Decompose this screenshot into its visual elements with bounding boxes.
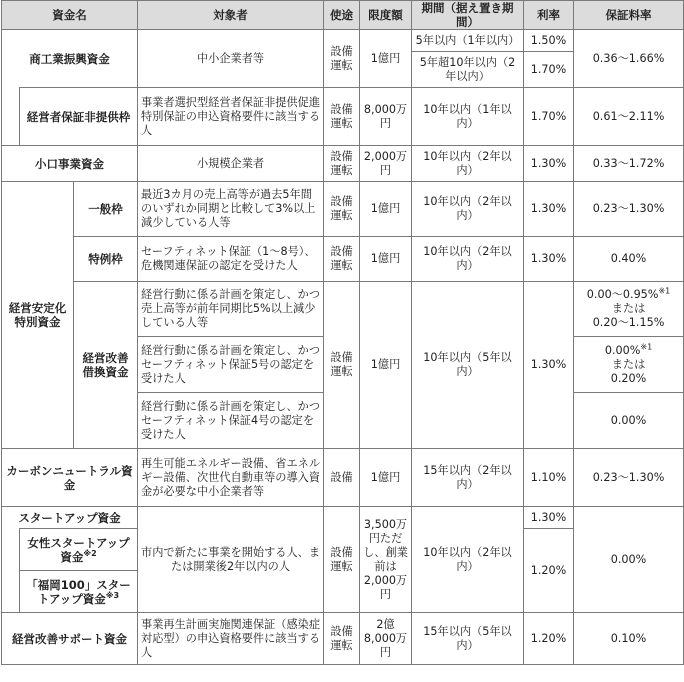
shokibo-name: 小口事業資金 [2, 146, 138, 182]
antei-kaizen-guarantee-3: 0.00% [574, 393, 684, 449]
shoko-period-2: 5年超10年以内（2年以内） [412, 52, 524, 88]
antei-ippan-guarantee: 0.23～1.30% [574, 182, 684, 237]
antei-ippan-limit: 1億円 [360, 182, 412, 237]
carbon-use: 設備 [324, 449, 360, 507]
shoko-rate-1: 1.50% [524, 30, 574, 52]
support-limit: 2億8,000万円 [360, 613, 412, 665]
shoko-target: 中小企業者等 [138, 30, 324, 88]
keieisha-guarantee: 0.61～2.11% [574, 88, 684, 146]
antei-tokurei-rate: 1.30% [524, 237, 574, 282]
antei-kaizen-guarantee-2a: 0.00% [604, 343, 641, 357]
keieisha-period: 10年以内（1年以内） [412, 88, 524, 146]
shokibo-use: 設備運転 [324, 146, 360, 182]
antei-kaizen-target-1: 経営行動に係る計画を策定し、かつ売上高等が前年同期比5%以上減少している人等 [138, 282, 324, 337]
antei-ippan-target: 最近3カ月の売上高等が過去5年間のいずれか同期と比較して3%以上減少している人等 [138, 182, 324, 237]
shokibo-guarantee: 0.33～1.72% [574, 146, 684, 182]
header-fund: 資金名 [2, 1, 138, 30]
antei-kaizen-guarantee-2-or: または [611, 357, 646, 371]
antei-tokurei-row [2, 237, 684, 282]
header-row [2, 1, 684, 30]
keieisha-row [2, 88, 684, 146]
support-rate: 1.20% [524, 613, 574, 665]
startup-sub-1 [20, 529, 138, 571]
shokibo-limit: 2,000万円 [360, 146, 412, 182]
antei-tokurei-period: 10年以内（2年以内） [412, 237, 524, 282]
antei-ippan-name: 一般枠 [74, 182, 138, 237]
keieisha-indent [2, 88, 20, 146]
startup-period: 10年以内（2年以内） [412, 507, 524, 613]
header-target: 対象者 [138, 1, 324, 30]
keieisha-limit: 8,000万円 [360, 88, 412, 146]
header-rate: 利率 [524, 1, 574, 30]
shoko-rate-2: 1.70% [524, 52, 574, 88]
startup-use: 設備運転 [324, 507, 360, 613]
antei-kaizen-limit: 1億円 [360, 282, 412, 449]
startup-rate-1: 1.30% [524, 507, 574, 529]
antei-tokurei-guarantee: 0.40% [574, 237, 684, 282]
antei-kaizen-guarantee-1-or: または [611, 302, 646, 315]
antei-tokurei-target: セーフティネット保証（1～8号）、危機関連保証の認定を受けた人 [138, 237, 324, 282]
antei-kaizen-target-2: 経営行動に係る計画を策定し、かつセーフティネット保証5号の認定を受けた人 [138, 337, 324, 393]
antei-tokurei-name: 特例枠 [74, 237, 138, 282]
startup-sub-2-label: 「福岡100」スタートアップ資金 [26, 577, 131, 606]
antei-ippan-row [2, 182, 684, 237]
shoko-name: 商工業振興資金 [2, 30, 138, 88]
carbon-row [2, 449, 684, 507]
keieisha-name: 経営者保証非提供枠 [20, 88, 138, 146]
support-name: 経営改善サポート資金 [2, 613, 138, 665]
shoko-row-1 [2, 30, 684, 52]
support-use: 設備運転 [324, 613, 360, 665]
shokibo-row [2, 146, 684, 182]
startup-target: 市内で新たに事業を開始する人、または開業後2年以内の人 [138, 507, 324, 613]
shoko-guarantee: 0.36～1.66% [574, 30, 684, 88]
antei-kaizen-guarantee-1a: 0.00～0.95% [586, 288, 659, 301]
carbon-rate: 1.10% [524, 449, 574, 507]
shoko-period-1: 5年以内（1年以内） [412, 30, 524, 52]
startup-guarantee: 0.00% [574, 507, 684, 613]
shokibo-period: 10年以内（2年以内） [412, 146, 524, 182]
shoko-limit: 1億円 [360, 30, 412, 88]
keieisha-rate: 1.70% [524, 88, 574, 146]
antei-tokurei-limit: 1億円 [360, 237, 412, 282]
support-guarantee: 0.10% [574, 613, 684, 665]
startup-row-1 [2, 507, 684, 529]
startup-sub-1-note: ※2 [83, 548, 97, 558]
support-target: 事業再生計画実施関連保証（感染症対応型）の申込資格要件に該当する人 [138, 613, 324, 665]
startup-sub-1-label: 女性スタートアップ資金 [27, 535, 130, 564]
shokibo-rate: 1.30% [524, 146, 574, 182]
header-limit: 限度額 [360, 1, 412, 30]
antei-ippan-period: 10年以内（2年以内） [412, 182, 524, 237]
antei-kaizen-rate: 1.30% [524, 282, 574, 449]
antei-kaizen-target-3: 経営行動に係る計画を策定し、かつセーフティネット保証4号の認定を受けた人 [138, 393, 324, 449]
antei-kaizen-row-1 [2, 282, 684, 337]
antei-kaizen-guarantee-1 [574, 282, 684, 337]
startup-indent [2, 529, 20, 613]
keieisha-use: 設備運転 [324, 88, 360, 146]
antei-kaizen-note-1: ※1 [658, 286, 671, 296]
startup-sub-2-note: ※3 [105, 590, 120, 600]
carbon-period: 15年以内（2年以内） [412, 449, 524, 507]
antei-kaizen-guarantee-2b: 0.20% [610, 371, 647, 385]
support-period: 15年以内（5年以内） [412, 613, 524, 665]
antei-kaizen-period: 10年以内（5年以内） [412, 282, 524, 449]
header-guarantee: 保証料率 [574, 1, 684, 30]
antei-tokurei-use: 設備運転 [324, 237, 360, 282]
carbon-limit: 1億円 [360, 449, 412, 507]
support-row [2, 613, 684, 665]
header-use: 使途 [324, 1, 360, 30]
header-period: 期間（据え置き期間） [412, 1, 524, 30]
antei-name: 経営安定化特別資金 [2, 182, 74, 449]
shokibo-target: 小規模企業者 [138, 146, 324, 182]
startup-name: スタートアップ資金 [2, 507, 138, 529]
carbon-target: 再生可能エネルギー設備、省エネルギー設備、次世代自動車等の導入資金が必要な中小企業者等 [138, 449, 324, 507]
antei-kaizen-guarantee-2 [574, 337, 684, 393]
carbon-name: カーボンニュートラル資金 [2, 449, 138, 507]
startup-sub-2 [20, 571, 138, 613]
antei-kaizen-name: 経営改善借換資金 [74, 282, 138, 449]
antei-ippan-rate: 1.30% [524, 182, 574, 237]
antei-ippan-use: 設備運転 [324, 182, 360, 237]
keieisha-target: 事業者選択型経営者保証非提供促進特別保証の申込資格要件に該当する人 [138, 88, 324, 146]
antei-kaizen-use: 設備運転 [324, 282, 360, 449]
startup-rate-2: 1.20% [524, 529, 574, 613]
loan-fund-table [1, 0, 684, 665]
shoko-use: 設備運転 [324, 30, 360, 88]
antei-kaizen-note-2: ※1 [640, 341, 653, 351]
antei-kaizen-guarantee-1b: 0.20～1.15% [592, 316, 665, 329]
carbon-guarantee: 0.23～1.30% [574, 449, 684, 507]
startup-limit: 3,500万円ただし、創業前は2,000万円 [360, 507, 412, 613]
